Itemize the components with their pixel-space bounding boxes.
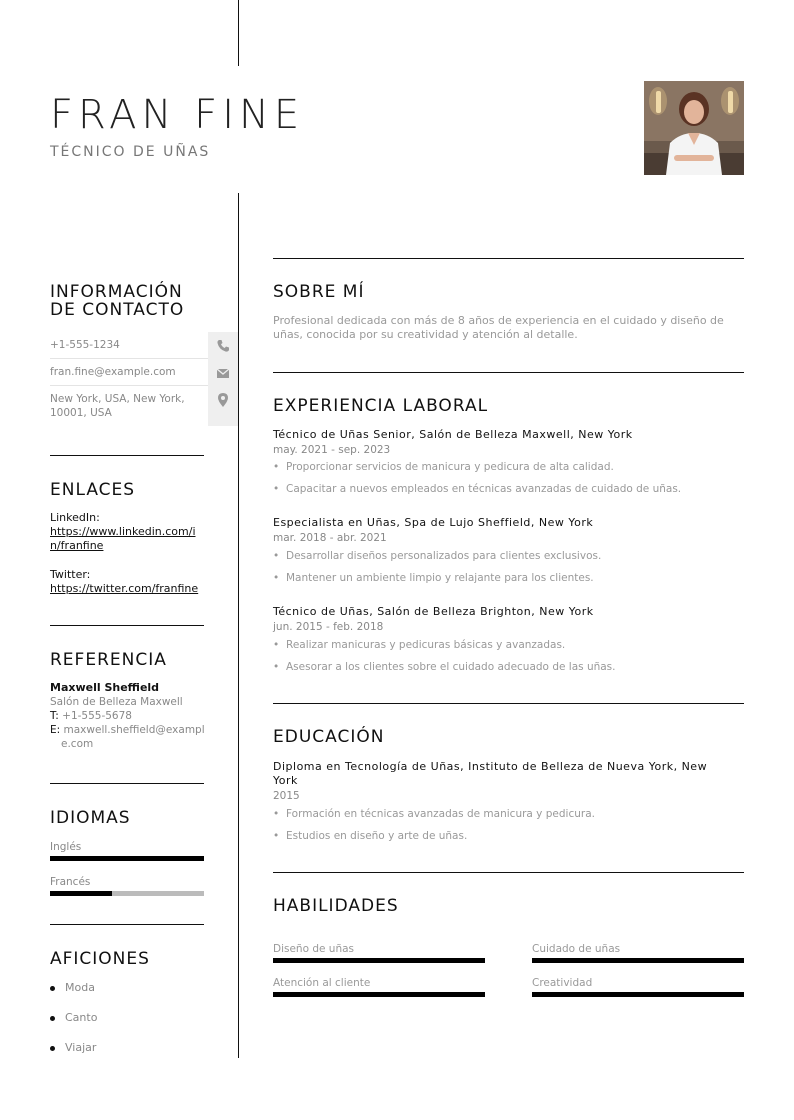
job-title: Técnico de Uñas Senior, Salón de Belleza Maxwell, New York [273, 428, 633, 441]
job-bullet-text: Asesorar a los clientes sobre el cuidado adecuado de las uñas. [286, 661, 616, 673]
section-divider [50, 924, 204, 925]
section-divider [50, 625, 204, 626]
education-heading: EDUCACIÓN [273, 727, 385, 747]
job-title: Especialista en Uñas, Spa de Lujo Sheffield, New York [273, 516, 594, 529]
reference-block [50, 681, 208, 751]
bullet-mark: • [273, 461, 280, 473]
reference-company: Salón de Belleza Maxwell [50, 696, 183, 708]
twitter-label: Twitter: [50, 568, 91, 581]
skill-name: Atención al cliente [273, 977, 371, 989]
job-bullet-text: Mantener un ambiente limpio y relajante para los clientes. [286, 572, 594, 584]
contact-icon-column [208, 332, 238, 426]
job-bullet [273, 483, 744, 495]
skill-level-bar [273, 958, 485, 963]
bullet-dot [50, 986, 55, 991]
twitter-link[interactable]: https://twitter.com/franfine [50, 582, 199, 595]
reference-email-label: E: [50, 724, 61, 736]
experience-heading: EXPERIENCIA LABORAL [273, 396, 489, 416]
job-subtitle: TÉCNICO DE UÑAS [50, 144, 211, 160]
job-bullet [273, 461, 744, 473]
twitter-block [50, 568, 208, 596]
bullet-mark: • [273, 830, 280, 842]
job-bullet-text: Capacitar a nuevos empleados en técnicas avanzadas de cuidado de uñas. [286, 483, 682, 495]
bullet-dot [50, 1016, 55, 1021]
job-bullet [273, 572, 744, 584]
skill-level-bar [532, 958, 744, 963]
contact-heading [50, 283, 184, 319]
bullet-mark: • [273, 661, 280, 673]
job-dates: mar. 2018 - abr. 2021 [273, 532, 387, 544]
bullet-mark: • [273, 483, 280, 495]
job-dates: may. 2021 - sep. 2023 [273, 444, 391, 456]
bullet-mark: • [273, 572, 280, 584]
hobby-item: Canto [65, 1011, 98, 1024]
education-title-line2: York [273, 774, 298, 787]
job-bullet-text: Desarrollar diseños personalizados para clientes exclusivos. [286, 550, 602, 562]
language-level-fill [50, 856, 204, 861]
reference-phone-label: T: [50, 710, 59, 722]
job-bullet [273, 661, 744, 673]
linkedin-label: LinkedIn: [50, 511, 100, 524]
education-title [273, 760, 744, 788]
reference-name: Maxwell Sheffield [50, 681, 160, 694]
skill-level-bar [532, 992, 744, 997]
address-line2: 10001, USA [50, 407, 112, 419]
job-bullet [273, 639, 744, 651]
education-bullet-text: Estudios en diseño y arte de uñas. [286, 830, 468, 842]
section-divider [50, 783, 204, 784]
linkedin-block [50, 511, 208, 553]
job-bullet-text: Proporcionar servicios de manicura y pedicura de alta calidad. [286, 461, 614, 473]
section-divider [50, 455, 204, 456]
reference-email-row [50, 723, 208, 751]
education-bullet [273, 808, 744, 820]
education-year: 2015 [273, 790, 300, 802]
top-divider-line [238, 0, 239, 66]
address-line1: New York, USA, New York, [50, 393, 185, 405]
hobbies-heading: AFICIONES [50, 949, 150, 969]
about-text: Profesional dedicada con más de 8 años de experiencia en el cuidado y diseño de uñas, conocida por su creatividad y atención al detalle. [273, 314, 724, 341]
bullet-mark: • [273, 550, 280, 562]
job-bullet [273, 550, 744, 562]
education-bullet-text: Formación en técnicas avanzadas de manicura y pedicura. [286, 808, 595, 820]
envelope-icon [215, 365, 231, 381]
page-title: FRAN FINE [50, 92, 305, 138]
languages-heading: IDIOMAS [50, 808, 131, 828]
skill-level-bar [273, 992, 485, 997]
bullet-dot [50, 1046, 55, 1051]
skill-name: Cuidado de uñas [532, 943, 621, 955]
profile-photo [644, 81, 744, 175]
linkedin-link-line2[interactable]: n/franfine [50, 539, 104, 552]
bullet-mark: • [273, 639, 280, 651]
language-level-bar-french [50, 891, 204, 896]
contact-email[interactable]: fran.fine@example.com [50, 366, 176, 378]
education-title-line1: Diploma en Tecnología de Uñas, Instituto de Belleza de Nueva York, New [273, 760, 708, 773]
language-level-bar-english [50, 856, 204, 861]
education-bullet [273, 830, 744, 842]
portrait-image [644, 81, 744, 175]
contact-phone[interactable]: +1-555-1234 [50, 339, 120, 351]
skill-name: Diseño de uñas [273, 943, 355, 955]
linkedin-link-line1[interactable]: https://www.linkedin.com/i [50, 525, 196, 538]
job-title: Técnico de Uñas, Salón de Belleza Brighton, New York [273, 605, 594, 618]
section-divider [273, 703, 744, 704]
reference-email-line1[interactable]: maxwell.sheffield@exampl [63, 724, 205, 736]
sidebar-divider-line [238, 193, 239, 1058]
contact-heading-line1: INFORMACIÓN [50, 282, 183, 302]
reference-phone[interactable]: +1-555-5678 [62, 710, 132, 722]
bullet-mark: • [273, 808, 280, 820]
contact-heading-line2: DE CONTACTO [50, 300, 185, 320]
reference-heading: REFERENCIA [50, 650, 167, 670]
job-dates: jun. 2015 - feb. 2018 [273, 621, 384, 633]
skill-name: Creatividad [532, 977, 593, 989]
reference-phone-row [50, 709, 208, 723]
skills-heading: HABILIDADES [273, 896, 399, 916]
hobby-item: Viajar [65, 1041, 97, 1054]
section-divider [273, 258, 744, 259]
language-name-english: Inglés [50, 841, 82, 853]
location-pin-icon [215, 392, 231, 408]
language-level-fill [50, 891, 112, 896]
about-heading: SOBRE MÍ [273, 282, 365, 302]
phone-icon [215, 338, 231, 354]
links-heading: ENLACES [50, 480, 136, 500]
language-name-french: Francés [50, 876, 91, 888]
section-divider [273, 372, 744, 373]
hobby-item: Moda [65, 981, 95, 994]
section-divider [273, 872, 744, 873]
job-bullet-text: Realizar manicuras y pedicuras básicas y avanzadas. [286, 639, 566, 651]
contact-address [50, 392, 208, 420]
reference-email-line2[interactable]: e.com [61, 738, 94, 750]
